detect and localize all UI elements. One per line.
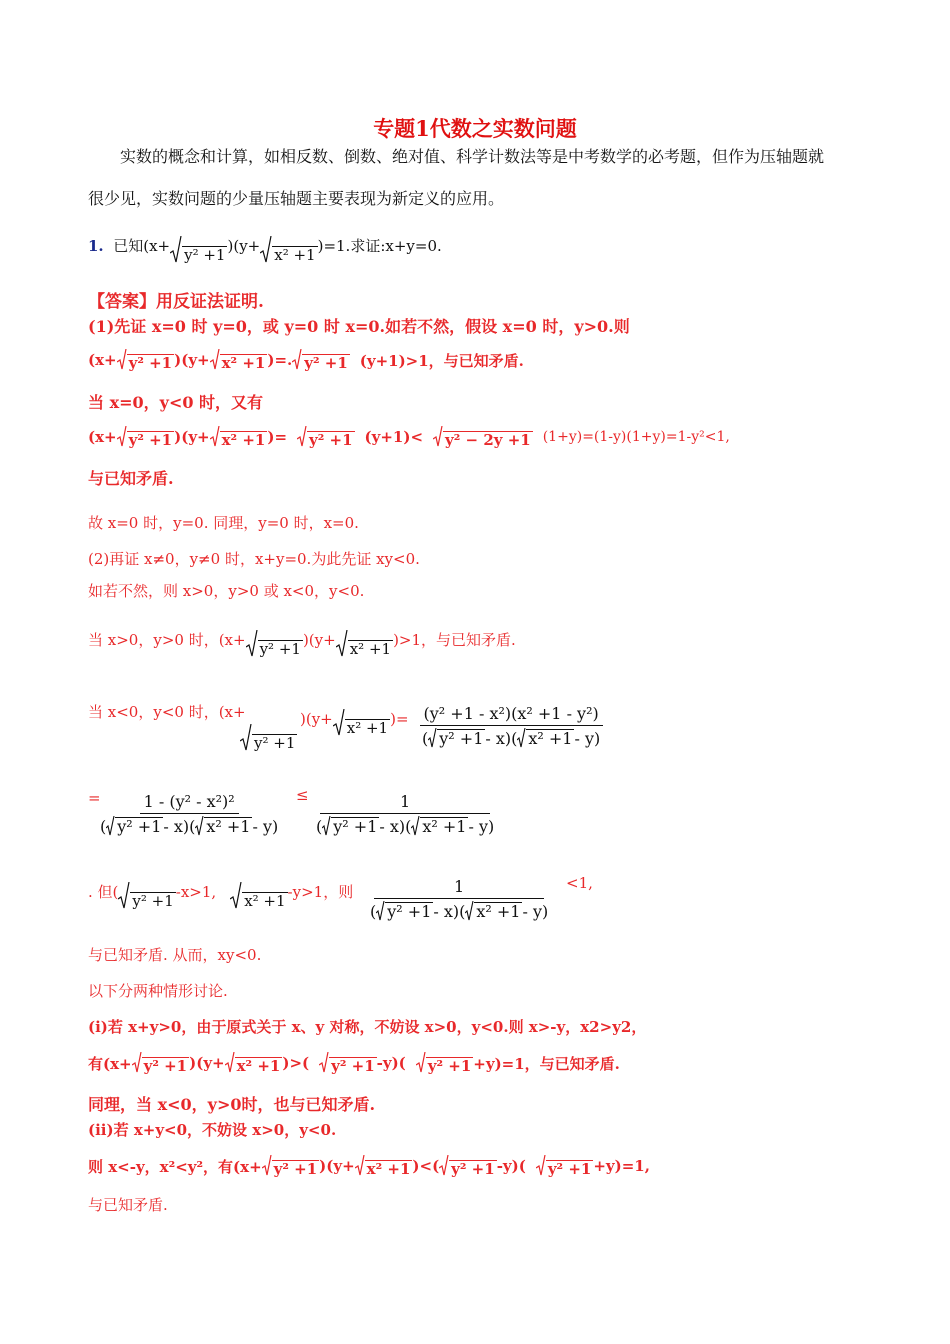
answer-p16: 有(x+ y² +1 )(y+ x² +1 )>( y² +1 -y)( y² +1 +y)=1，与已知矛盾. [88, 1054, 620, 1075]
answer-p4: (x+ y² +1 )(y+ x² +1 )= y² +1 (y+1)< y² − 2y +1 (1+y)=(1-y)(1+y)=1-y²<1, [88, 428, 730, 449]
sqrt-y-expression: y² +1 [170, 228, 227, 264]
answer-p20: 与已知矛盾. [88, 1196, 168, 1214]
intro-line-1: 实数的概念和计算，如相反数、倒数、绝对值、科学计数法等是中考数学的必考题，但作为压轴题就 [120, 147, 825, 166]
answer-p3: 当 x=0，y<0 时，又有 [88, 393, 264, 412]
answer-p10-b: )(y+ x² +1 )= [300, 709, 409, 737]
answer-p10-a: 当 x<0，y<0 时，(x+ [88, 703, 246, 721]
answer-p8: 如若不然，则 x>0，y>0 或 x<0，y<0. [88, 582, 365, 600]
fraction-3: 1 ( y² +1 - x)( x² +1 - y) [316, 792, 495, 837]
fraction-2: 1 - (y² - x²)² ( y² +1 - x)( x² +1 - y) [100, 792, 279, 837]
answer-p12-d: <1, [566, 874, 593, 892]
page-title: 专题1代数之实数问题 [373, 116, 577, 141]
answer-p13: 与已知矛盾. 从而，xy<0. [88, 946, 262, 964]
answer-p18: (ii)若 x+y<0，不妨设 x>0，y<0. [88, 1121, 337, 1139]
fraction-4: 1 ( y² +1 - x)( x² +1 - y) [370, 877, 549, 922]
answer-p6: 故 x=0 时，y=0. 同理，y=0 时，x=0. [88, 514, 359, 532]
question-middle: )(y+ [227, 236, 261, 255]
answer-p19: 则 x<-y，x²<y²，有(x+ y² +1 )(y+ x² +1 )<( y² +1 -y)( y² +1 +y)=1, [88, 1157, 650, 1178]
question-1 [88, 228, 442, 264]
answer-p12: . 但( y² +1 -x>1, x² +1 -y>1，则 [88, 882, 354, 910]
answer-p9: 当 x>0，y>0 时，(x+ y² +1 )(y+ x² +1 )>1，与已知矛盾. [88, 630, 516, 658]
answer-p14: 以下分两种情形讨论. [88, 982, 228, 1000]
answer-p5: 与已知矛盾. [88, 469, 174, 488]
answer-p7: (2)再证 x≠0，y≠0 时，x+y=0.为此先证 xy<0. [88, 550, 420, 568]
question-suffix: )=1.求证:x+y=0. [317, 237, 442, 256]
question-number: 1. [88, 236, 104, 255]
answer-p11-le: ≤ [296, 786, 309, 804]
answer-p17: 同理，当 x<0，y>0时，也与已知矛盾. [88, 1095, 376, 1114]
sqrt-x-expression: x² +1 [260, 228, 317, 264]
sqrt-y-denom: y² +1 [240, 716, 297, 752]
answer-p1: (1)先证 x=0 时 y=0，或 y=0 时 x=0.如若不然，假设 x=0 时，y>0.则 [88, 317, 630, 336]
answer-p2: (x+ y² +1 )(y+ x² +1 )=. y² +1 (y+1)>1，与已知矛盾. [88, 351, 524, 372]
fraction-1: (y² +1 - x²)(x² +1 - y²) ( y² +1 - x)( x² +1 - y) [418, 704, 604, 748]
answer-p15: (i)若 x+y>0，由于原式关于 x、y 对称，不妨设 x>0，y<0.则 x>-y，x2>y2， [88, 1018, 647, 1036]
answer-heading: 【答案】用反证法证明. [88, 292, 264, 312]
question-prefix: 已知(x+ [113, 237, 171, 256]
intro-line-2: 很少见，实数问题的少量压轴题主要表现为新定义的应用。 [88, 189, 505, 208]
answer-p11-eq: = [88, 789, 101, 807]
